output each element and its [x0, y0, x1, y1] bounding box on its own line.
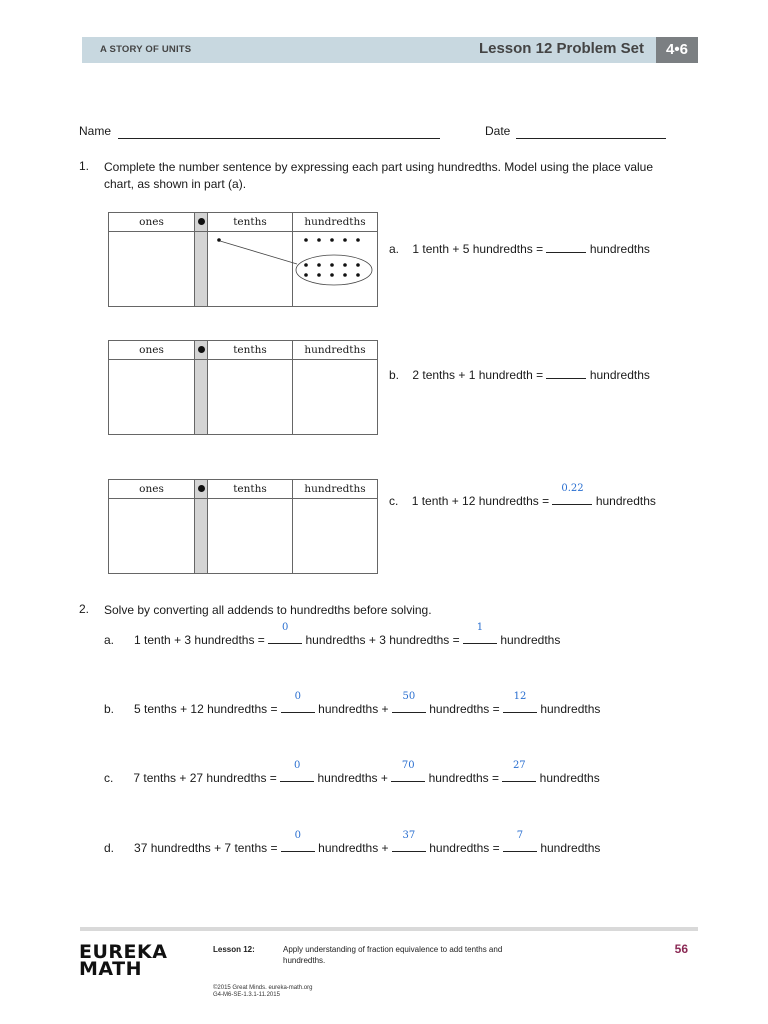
header-bar: [82, 37, 698, 63]
problem-1b-answer-blank[interactable]: [546, 367, 586, 379]
problem-1-instruction-cont: chart, as shown in part (a).: [104, 177, 247, 191]
footer-copyright: ©2015 Great Minds. eureka-math.org: [213, 985, 313, 991]
chart-header-ones: ones: [139, 216, 164, 228]
decimal-point-column: [194, 480, 208, 573]
problem-2c-blank-1[interactable]: 0: [280, 770, 314, 782]
footer-lesson-description-cont: hundredths.: [283, 956, 326, 965]
place-value-chart-c: [108, 479, 378, 574]
problem-1c-expression: 1 tenth + 12 hundredths =: [411, 494, 550, 508]
problem-2c-unit: hundredths: [539, 771, 600, 785]
lesson-title: Lesson 12 Problem Set: [478, 40, 644, 57]
problem-2a: [104, 622, 561, 648]
problem-2b-expression: 5 tenths + 12 hundredths =: [134, 702, 278, 716]
problem-2d-letter: d.: [104, 841, 115, 855]
problem-1-number: 1.: [79, 159, 90, 173]
series-title: A STORY OF UNITS: [100, 44, 192, 55]
page-number: 56: [674, 942, 688, 956]
chart-header-ones: ones: [139, 483, 164, 495]
problem-1c-letter: c.: [389, 494, 399, 508]
problem-2b-blank-1[interactable]: 0: [281, 701, 315, 713]
decimal-point: [198, 346, 205, 353]
problem-2b-blank-2[interactable]: 50: [392, 701, 426, 713]
name-field[interactable]: [118, 138, 440, 139]
problem-1a-letter: a.: [389, 242, 400, 256]
problem-2d-text-2: hundredths =: [429, 841, 500, 855]
footer-divider: [80, 927, 698, 931]
problem-2a-letter: a.: [104, 633, 115, 647]
problem-2a-expression: 1 tenth + 3 hundredths =: [134, 633, 265, 647]
problem-2a-blank-1[interactable]: 0: [268, 632, 302, 644]
chart-header-tenths: tenths: [233, 216, 267, 228]
chart-header-tenths: tenths: [233, 483, 267, 495]
problem-1a: [389, 241, 650, 257]
disk-model-drawing: [109, 213, 377, 306]
problem-2b: [104, 691, 601, 717]
problem-2c-letter: c.: [104, 771, 114, 785]
problem-2d-blank-1[interactable]: 0: [281, 840, 315, 852]
decimal-point: [198, 485, 205, 492]
chart-header-hundredths: hundredths: [304, 483, 366, 495]
footer-lesson-description: Apply understanding of fraction equivalence to add tenths and: [283, 945, 503, 954]
decimal-point-column: [194, 341, 208, 434]
problem-2c-expression: 7 tenths + 27 hundredths =: [133, 771, 277, 785]
name-label: Name: [79, 124, 112, 138]
problem-2a-unit: hundredths: [500, 633, 561, 647]
date-field[interactable]: [516, 138, 666, 139]
problem-2c: [104, 760, 600, 786]
problem-1b-unit: hundredths: [589, 368, 650, 382]
place-value-chart-a: [108, 212, 378, 307]
problem-2a-blank-2[interactable]: 1: [463, 632, 497, 644]
place-value-chart-b: [108, 340, 378, 435]
problem-2b-text-1: hundredths +: [318, 702, 389, 716]
problem-2b-blank-3[interactable]: 12: [503, 701, 537, 713]
chart-header-ones: ones: [139, 344, 164, 356]
problem-2-number: 2.: [79, 602, 90, 616]
problem-1b: [389, 367, 650, 383]
problem-1c-answer-blank[interactable]: [552, 483, 592, 505]
problem-2d-text-1: hundredths +: [318, 841, 389, 855]
problem-2c-blank-2[interactable]: 70: [391, 770, 425, 782]
problem-1a-expression: 1 tenth + 5 hundredths =: [412, 242, 544, 256]
problem-2b-unit: hundredths: [540, 702, 601, 716]
problem-2d: [104, 830, 601, 856]
footer-code: G4-M6-SE-1.3.1-11.2015: [213, 992, 280, 998]
problem-2c-blank-3[interactable]: 27: [502, 770, 536, 782]
footer-lesson-label: Lesson 12:: [213, 945, 255, 954]
problem-2b-letter: b.: [104, 702, 115, 716]
problem-2b-text-2: hundredths =: [429, 702, 500, 716]
date-label: Date: [485, 124, 511, 138]
chart-header-tenths: tenths: [233, 344, 267, 356]
chart-header-hundredths: hundredths: [304, 344, 366, 356]
chart-header-hundredths: hundredths: [304, 216, 366, 228]
problem-1a-answer-blank[interactable]: [546, 241, 586, 253]
problem-2-instruction: Solve by converting all addends to hundredths before solving.: [104, 603, 432, 617]
problem-1c-unit: hundredths: [595, 494, 656, 508]
problem-2c-text-2: hundredths =: [428, 771, 499, 785]
problem-2d-expression: 37 hundredths + 7 tenths =: [134, 841, 278, 855]
problem-2a-text: hundredths + 3 hundredths =: [305, 633, 460, 647]
problem-1b-letter: b.: [389, 368, 400, 382]
problem-1c: [389, 483, 656, 509]
problem-1-instruction: Complete the number sentence by expressing each part using hundredths. Model using the place value: [104, 160, 654, 174]
problem-2d-blank-2[interactable]: 37: [392, 840, 426, 852]
eureka-math-logo: EUREKA MATH: [79, 941, 168, 980]
grade-module-badge: 4•6: [656, 37, 698, 63]
problem-2c-text-1: hundredths +: [317, 771, 388, 785]
problem-1a-unit: hundredths: [589, 242, 650, 256]
problem-2d-unit: hundredths: [540, 841, 601, 855]
problem-1b-expression: 2 tenths + 1 hundredth =: [412, 368, 544, 382]
problem-1c-answer: 0.22: [561, 483, 584, 494]
problem-2d-blank-3[interactable]: 7: [503, 840, 537, 852]
